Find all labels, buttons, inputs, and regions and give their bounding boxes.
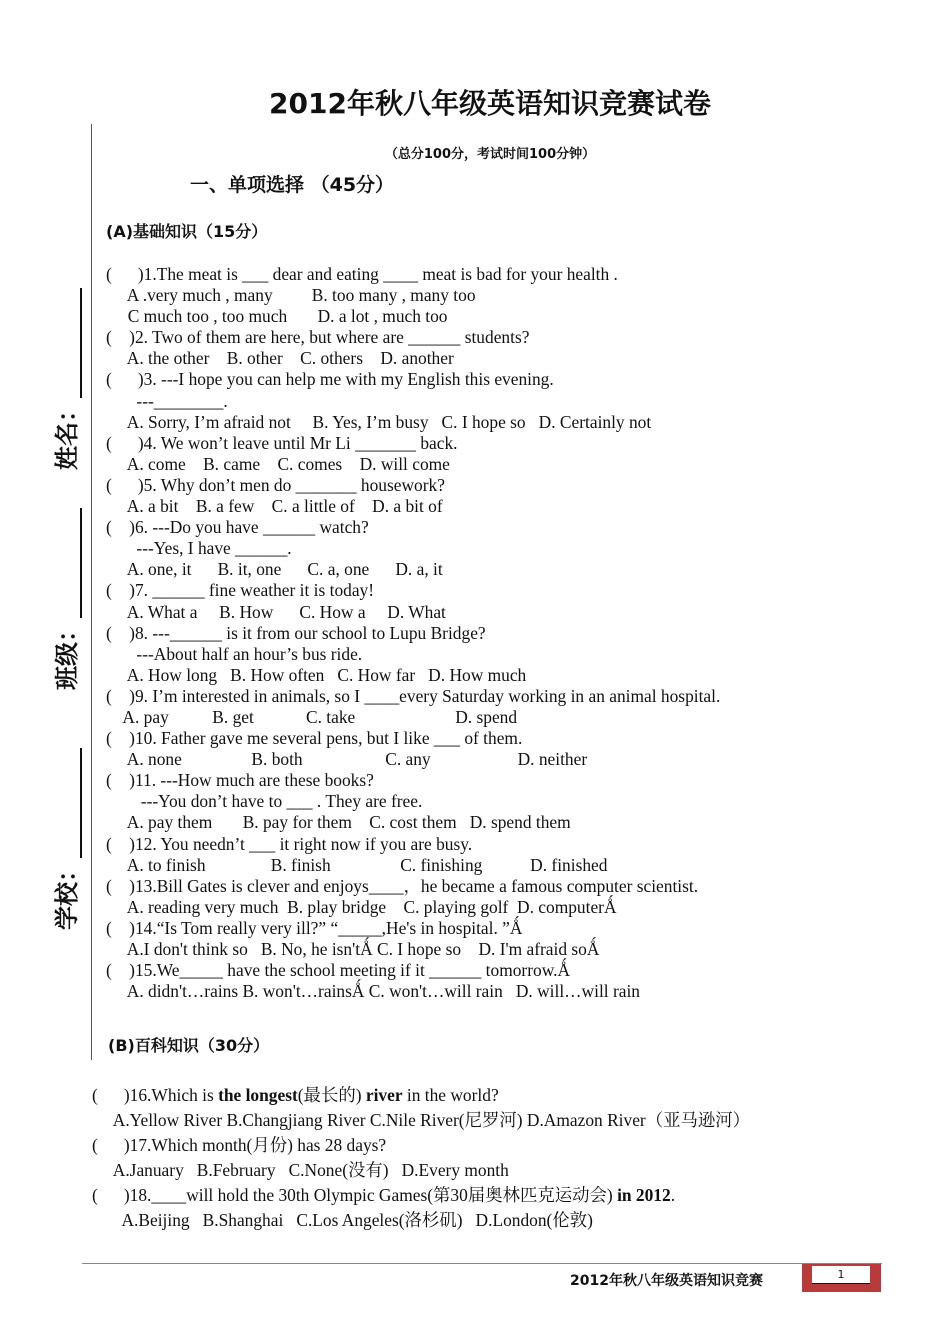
school-label (47, 748, 82, 930)
question-line: ( )15.We_____ have the school meeting if it ______ tomorrow.Ǻ (106, 960, 571, 981)
school-label-text: 学校： (53, 858, 81, 930)
question-line: C much too , too much D. a lot , much too (106, 306, 448, 327)
section-heading: 一、单项选择 （45分） (190, 174, 395, 196)
text-run: ( )18.____will hold the 30th Olympic Games(第30届奥林匹克运动会) (92, 1185, 618, 1205)
page-number: 1 (812, 1266, 870, 1284)
bold-text: in 2012 (617, 1185, 671, 1205)
question-line: A.I don't think so B. No, he isn'tǺ C. I hope so D. I'm afraid soǺ (106, 939, 600, 959)
question-line: ( )5. Why don’t men do _______ housework? (106, 474, 445, 495)
question-line: A. one, it B. it, one C. a, one D. a, it (106, 559, 443, 580)
text-run: A.January B.February C.None(没有) D.Every month (92, 1160, 509, 1180)
text-run: in the world? (402, 1085, 499, 1105)
question-line: ( )3. ---I hope you can help me with my English this evening. (106, 369, 554, 390)
question-line: ---You don’t have to ___ . They are free. (106, 791, 423, 812)
name-blank (56, 288, 82, 398)
question-line: A .very much , many B. too many , many too (106, 285, 476, 306)
question-line: ---Yes, I have ______. (106, 538, 292, 559)
question-line (92, 1158, 852, 1183)
question-line: ---About half an hour’s bus ride. (106, 643, 363, 664)
text-run: ( )17.Which month(月份) has 28 days? (92, 1135, 387, 1155)
part-a-questions (106, 264, 826, 1002)
question-line: ( )2. Two of them are here, but where are ______ students? (106, 327, 530, 348)
question-line (92, 1133, 852, 1158)
bold-text: the longest (218, 1085, 298, 1105)
question-line (92, 1108, 852, 1133)
question-line: ---________. (106, 390, 228, 411)
text-run: ( )16.Which is (92, 1085, 219, 1105)
question-line: ( )10. Father gave me several pens, but I like ___ of them. (106, 728, 523, 749)
part-b-heading: (B)百科知识（30分） (108, 1036, 270, 1055)
question-line: A. reading very much B. play bridge C. playing golf D. computerǺ (106, 896, 617, 917)
class-label (47, 508, 82, 690)
question-line: ( )1.The meat is ___ dear and eating ____ meat is bad for your health . (106, 264, 618, 284)
exam-title: 2012年秋八年级英语知识竞赛试卷 (269, 87, 711, 120)
part-a-heading: (A)基础知识（15分） (106, 222, 268, 241)
text-run: A.Beijing B.Shanghai C.Los Angeles(洛杉矶) D.London(伦敦) (92, 1210, 593, 1230)
question-line: ( )9. I’m interested in animals, so I ____every Saturday working in an animal hospital. (106, 685, 721, 706)
question-line: ( )11. ---How much are these books? (106, 770, 374, 791)
question-line: A. pay B. get C. take D. spend (106, 706, 518, 727)
question-line: A. come B. came C. comes D. will come (106, 453, 450, 474)
question-line (92, 1183, 852, 1208)
question-line: A. Sorry, I’m afraid not B. Yes, I’m busy C. I hope so D. Certainly not (106, 411, 652, 432)
question-line: A. to finish B. finish C. finishing D. finished (106, 854, 608, 875)
question-line: A. What a B. How C. How a D. What (106, 601, 446, 622)
footer-divider (82, 1263, 882, 1264)
text-run: . (670, 1185, 676, 1205)
question-line: A. none B. both C. any D. neither (106, 749, 588, 770)
part-b-questions (92, 1083, 852, 1233)
question-line: ( )14.“Is Tom really very ill?” “_____,He's in hospital. ”Ǻ (106, 917, 523, 938)
binding-line (91, 124, 92, 1060)
class-blank (56, 508, 82, 618)
footer-title: 2012年秋八年级英语知识竞赛 (570, 1273, 763, 1289)
question-line: ( )7. ______ fine weather it is today! (106, 580, 375, 601)
exam-subtitle: （总分100分，考试时间100分钟） (384, 147, 596, 162)
question-line: A. How long B. How often C. How far D. How much (106, 664, 527, 685)
question-line: ( )4. We won’t leave until Mr Li _______ back. (106, 432, 458, 453)
question-line: ( )6. ---Do you have ______ watch? (106, 517, 369, 538)
question-line: A. the other B. other C. others D. another (106, 348, 454, 369)
school-blank (56, 748, 82, 858)
question-line: ( )12. You needn’t ___ it right now if you are busy. (106, 833, 473, 854)
question-line: A. pay them B. pay for them C. cost them D. spend them (106, 812, 571, 833)
question-line (92, 1083, 852, 1108)
class-label-text: 班级： (53, 618, 81, 690)
bold-text: river (365, 1085, 403, 1105)
question-line: ( )8. ---______ is it from our school to Lupu Bridge? (106, 622, 486, 643)
text-run: A.Yellow River B.Changjiang River C.Nile River(尼罗河) D.Amazon River（亚马逊河） (92, 1110, 751, 1130)
question-line: A. a bit B. a few C. a little of D. a bit of (106, 496, 443, 517)
name-label (47, 288, 82, 470)
question-line: ( )13.Bill Gates is clever and enjoys____，he became a famous computer scientist. (106, 875, 699, 896)
question-line (92, 1208, 852, 1233)
text-run: (最长的) (297, 1085, 366, 1105)
name-label-text: 姓名： (53, 398, 81, 470)
question-line: A. didn't…rains B. won't…rainsǺ C. won't…will rain D. will…will rain (106, 981, 640, 1002)
